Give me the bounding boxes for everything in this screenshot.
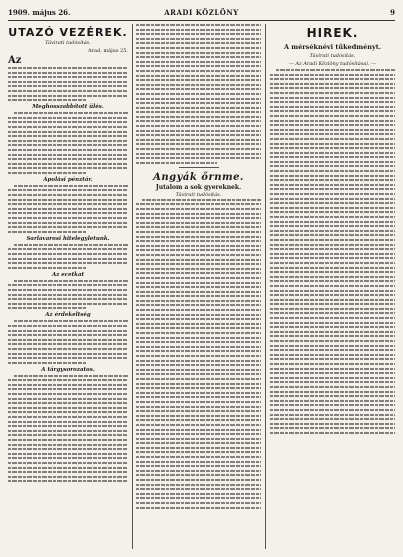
dateline: Arad, május 25. <box>88 48 128 54</box>
lead-word: Az <box>8 55 22 66</box>
article-subhead: Az érdekeltség <box>45 312 91 319</box>
feature-subtitle: Jutalom a sok gyereknek. <box>155 183 242 191</box>
news-headline: A mérséknévi tűkedményt. <box>283 43 382 51</box>
byline: — Az Aradi Közlöny tudósításai. — <box>288 61 377 67</box>
article-body <box>270 69 395 434</box>
column-1 <box>8 24 128 549</box>
article-body <box>8 320 128 363</box>
article-subhead: Ápolási pénztár. <box>43 176 93 183</box>
column-3 <box>270 24 395 549</box>
column-divider <box>132 24 133 549</box>
feature-byline: Távirati tudósítás. <box>175 191 222 198</box>
issue-date: 1909. május 26. <box>8 8 71 17</box>
section-title-hirek: HIREK. <box>306 26 359 40</box>
article-body <box>8 185 128 233</box>
article-subhead: A tárgysorozatos. <box>41 366 95 373</box>
newspaper-page <box>8 6 395 551</box>
byline: Távirati tudósítás. <box>309 53 356 59</box>
article-body <box>8 244 128 269</box>
masthead <box>8 6 395 21</box>
article-body <box>8 280 128 310</box>
article-body <box>136 24 261 164</box>
article-body <box>8 112 128 174</box>
feature-title: Angyák őrnme. <box>153 171 244 183</box>
article-subhead: Sarlavarosi hitelegyletunk. <box>26 235 110 242</box>
article-body <box>8 67 128 101</box>
byline: Távirati tudósítás. <box>45 40 91 46</box>
section-divider <box>179 167 219 168</box>
column-divider <box>265 24 266 549</box>
article-subhead: Az ecetkat <box>51 271 85 278</box>
article-body <box>136 199 261 509</box>
page-number: 9 <box>390 8 395 17</box>
article-subhead: Meghosszabbított ülés. <box>32 104 104 111</box>
section-title-utazo-vezerek: UTAZÓ VEZÉREK. <box>8 26 128 39</box>
article-body <box>8 375 128 483</box>
column-2 <box>136 24 261 549</box>
paper-name: ARADI KÖZLÖNY <box>164 8 239 17</box>
